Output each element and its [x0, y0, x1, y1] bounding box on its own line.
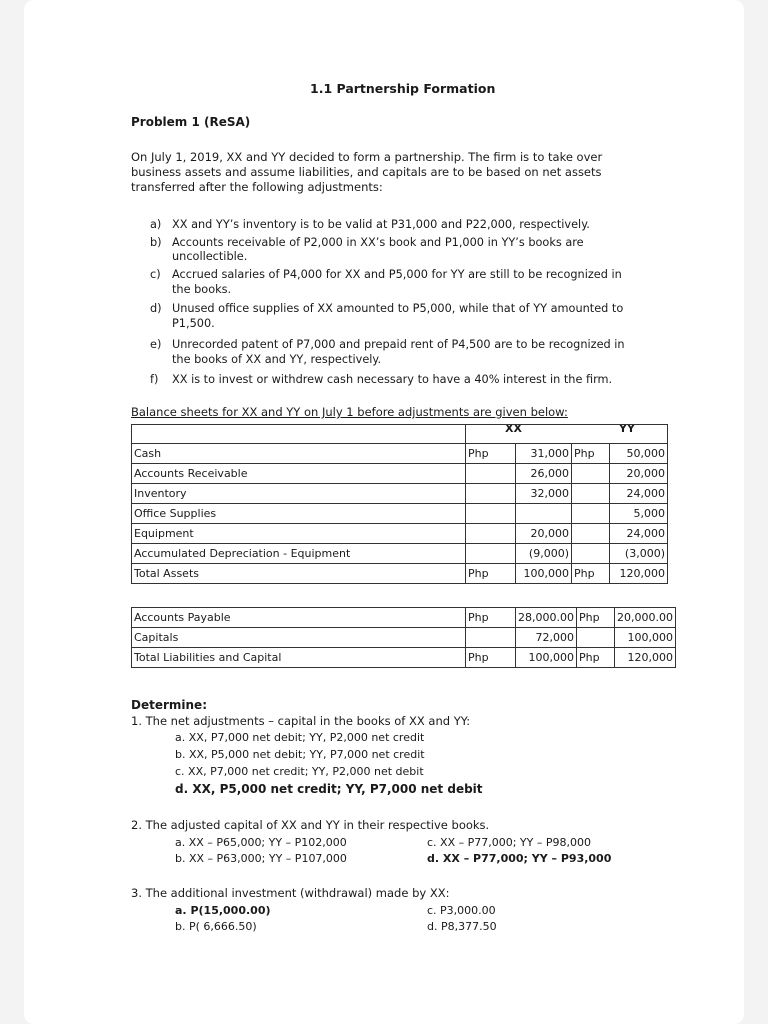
balance-sheet-row [132, 444, 668, 464]
row-value-yy: 24,000 [610, 524, 668, 544]
option-label: d. [175, 782, 189, 796]
adjustment-text: uncollectible. [172, 250, 248, 263]
question-2: 2. The adjusted capital of XX and YY in their respective books. [131, 818, 490, 832]
balance-sheet-row [132, 464, 668, 484]
row-item-label: Equipment [132, 524, 466, 544]
row-currency-xx [466, 484, 516, 504]
option-label: a. [175, 836, 186, 849]
problem-heading: Problem 1 (ReSA) [131, 115, 251, 129]
row-value-yy: 50,000 [610, 444, 668, 464]
row-value-yy: 20,000 [610, 464, 668, 484]
row-currency-yy: Php [572, 444, 610, 464]
row-value-xx: 28,000.00 [516, 608, 577, 628]
adjustment-text: Unrecorded patent of P7,000 and prepaid rent of P4,500 are to be recognized in [172, 338, 625, 351]
column-header-yy: YY [619, 422, 635, 435]
option-label: c. [427, 904, 437, 917]
q3-option-d [427, 920, 497, 933]
q3-option-a [175, 904, 271, 917]
option-text: XX – P77,000; YY – P98,000 [440, 836, 591, 849]
row-currency-yy: Php [572, 564, 610, 584]
row-value-xx: 26,000 [516, 464, 572, 484]
question-3: 3. The additional investment (withdrawal) made by XX: [131, 886, 450, 900]
row-currency-xx: Php [466, 648, 516, 668]
row-item-label: Accounts Receivable [132, 464, 466, 484]
adjustment-text: Accrued salaries of P4,000 for XX and P5,000 for YY are still to be recognized in [172, 268, 622, 281]
adjustment-text: P1,500. [172, 317, 215, 330]
row-currency-yy: Php [576, 648, 614, 668]
adjustment-label: d) [150, 302, 162, 315]
row-item-label: Capitals [132, 628, 466, 648]
adjustment-text: the books. [172, 283, 232, 296]
q2-option-c [427, 836, 591, 849]
option-text: XX, P5,000 net credit; YY, P7,000 net debit [192, 782, 483, 796]
intro-line: business assets and assume liabilities, and capitals are to be based on net assets [131, 165, 602, 179]
option-text: XX – P63,000; YY – P107,000 [188, 852, 347, 865]
row-value-yy: 120,000 [614, 648, 675, 668]
adjustment-label: a) [150, 218, 162, 231]
row-value-yy: (3,000) [610, 544, 668, 564]
balance-sheet-row [132, 608, 676, 628]
row-item-label: Total Assets [132, 564, 466, 584]
adjustment-label: b) [150, 236, 162, 249]
row-value-xx: 31,000 [516, 444, 572, 464]
determine-heading: Determine: [131, 698, 207, 712]
q3-option-b [175, 920, 257, 933]
q2-option-d [427, 852, 611, 865]
option-label: b. [175, 748, 186, 761]
row-currency-yy [572, 504, 610, 524]
row-currency-xx [466, 628, 516, 648]
option-text: P8,377.50 [440, 920, 497, 933]
balance-sheet-row [132, 484, 668, 504]
q1-option-b [175, 748, 425, 761]
row-item-label: Inventory [132, 484, 466, 504]
option-text: P( 6,666.50) [188, 920, 257, 933]
option-label: d. [427, 852, 440, 865]
row-value-yy: 20,000.00 [614, 608, 675, 628]
balance-sheet-row [132, 628, 676, 648]
q1-option-d [175, 782, 483, 796]
adjustment-text: Unused office supplies of XX amounted to P5,000, while that of YY amounted to [172, 302, 624, 315]
row-item-label: Total Liabilities and Capital [132, 648, 466, 668]
row-currency-yy [572, 544, 610, 564]
option-label: c. [427, 836, 437, 849]
problem-intro [131, 150, 665, 195]
adjustment-label: c) [150, 268, 161, 281]
row-currency-yy: Php [576, 608, 614, 628]
row-value-xx: 32,000 [516, 484, 572, 504]
row-value-xx: 100,000 [516, 564, 572, 584]
balance-sheet-header-row [131, 424, 668, 445]
balance-sheet-row [132, 544, 668, 564]
intro-line: transferred after the following adjustments: [131, 180, 383, 194]
option-label: b. [175, 852, 186, 865]
option-text: XX – P77,000; YY – P93,000 [442, 852, 612, 865]
row-value-yy: 5,000 [610, 504, 668, 524]
row-currency-xx: Php [466, 444, 516, 464]
q1-option-c [175, 765, 424, 778]
balance-sheet-row [132, 504, 668, 524]
option-text: XX, P7,000 net debit; YY, P2,000 net credit [188, 731, 425, 744]
option-label: c. [175, 765, 185, 778]
option-text: XX – P65,000; YY – P102,000 [188, 836, 347, 849]
option-label: b. [175, 920, 186, 933]
q2-option-b [175, 852, 347, 865]
q1-option-a [175, 731, 424, 744]
row-item-label: Accumulated Depreciation - Equipment [132, 544, 466, 564]
row-item-label: Accounts Payable [132, 608, 466, 628]
adjustment-text: XX and YY’s inventory is to be valid at P31,000 and P22,000, respectively. [172, 218, 590, 231]
row-value-yy: 24,000 [610, 484, 668, 504]
adjustment-text: the books of XX and YY, respectively. [172, 353, 382, 366]
adjustment-label: f) [150, 373, 159, 386]
option-label: a. [175, 904, 187, 917]
balance-sheet-assets-table [131, 443, 668, 584]
row-value-yy: 120,000 [610, 564, 668, 584]
row-item-label: Cash [132, 444, 466, 464]
balance-sheet-caption: Balance sheets for XX and YY on July 1 before adjustments are given below: [131, 405, 568, 419]
row-currency-xx [466, 544, 516, 564]
option-label: d. [427, 920, 438, 933]
row-currency-yy [572, 484, 610, 504]
balance-sheet-row [132, 648, 676, 668]
balance-sheet-row [132, 564, 668, 584]
row-currency-xx [466, 504, 516, 524]
option-text: P3,000.00 [440, 904, 496, 917]
row-value-xx [516, 504, 572, 524]
row-value-xx: 100,000 [516, 648, 577, 668]
row-value-xx: (9,000) [516, 544, 572, 564]
option-text: P(15,000.00) [190, 904, 271, 917]
balance-sheet-row [132, 524, 668, 544]
adjustment-text: Accounts receivable of P2,000 in XX’s book and P1,000 in YY’s books are [172, 236, 584, 249]
row-item-label: Office Supplies [132, 504, 466, 524]
option-text: XX, P7,000 net credit; YY, P2,000 net debit [188, 765, 424, 778]
row-currency-yy [572, 464, 610, 484]
row-currency-xx [466, 464, 516, 484]
row-currency-xx: Php [466, 608, 516, 628]
option-label: a. [175, 731, 186, 744]
row-currency-xx [466, 524, 516, 544]
row-currency-xx: Php [466, 564, 516, 584]
q2-option-a [175, 836, 347, 849]
option-text: XX, P5,000 net debit; YY, P7,000 net credit [188, 748, 425, 761]
intro-line: On July 1, 2019, XX and YY decided to form a partnership. The firm is to take over [131, 150, 603, 164]
balance-sheet-liabilities-table [131, 607, 676, 668]
row-currency-yy [572, 524, 610, 544]
question-1: 1. The net adjustments – capital in the books of XX and YY: [131, 714, 471, 728]
row-currency-yy [576, 628, 614, 648]
row-value-yy: 100,000 [614, 628, 675, 648]
column-header-xx: XX [505, 422, 522, 435]
q3-option-c [427, 904, 496, 917]
adjustment-label: e) [150, 338, 162, 351]
row-value-xx: 20,000 [516, 524, 572, 544]
document-title: 1.1 Partnership Formation [310, 81, 496, 96]
adjustment-text: XX is to invest or withdrew cash necessary to have a 40% interest in the firm. [172, 373, 613, 386]
row-value-xx: 72,000 [516, 628, 577, 648]
